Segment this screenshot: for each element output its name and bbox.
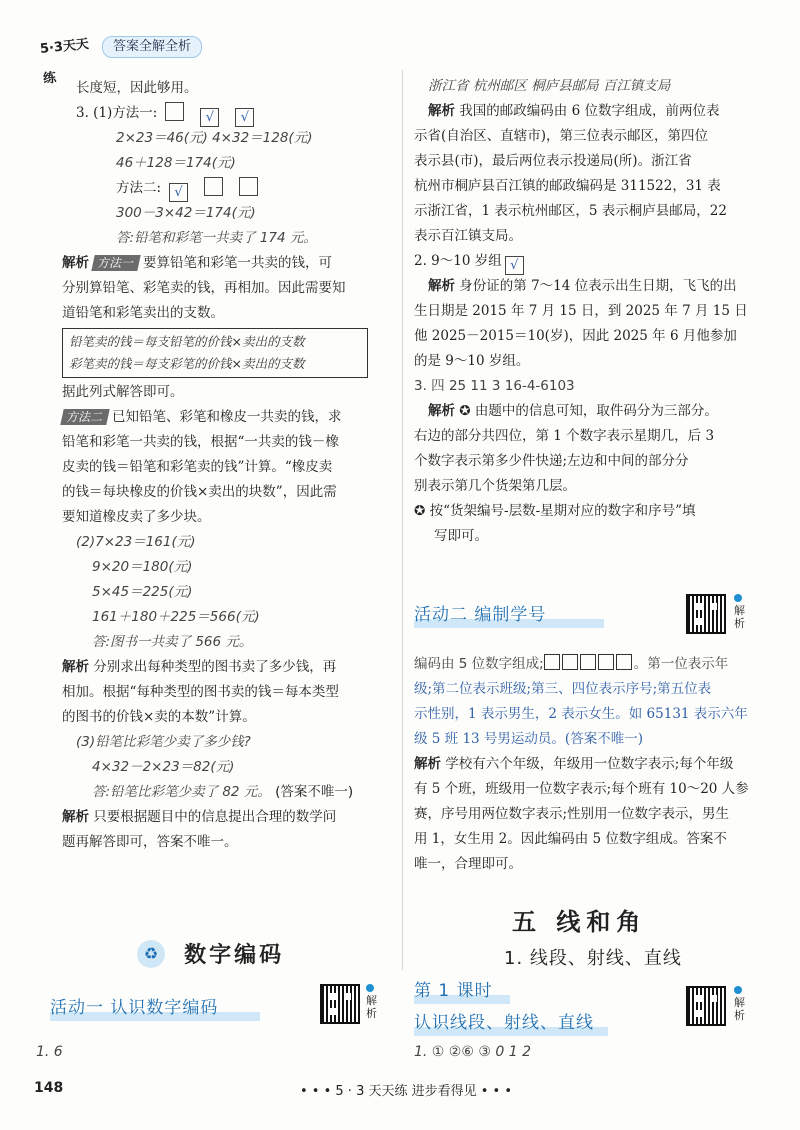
- analysis-method2: 方法二 已知铅笔、彩笔和橡皮一共卖的钱，求: [62, 405, 382, 430]
- answer: 答:铅笔和彩笔一共卖了 174 元。: [116, 230, 317, 246]
- text-line: 他 2025－2015＝10(岁)，因此 2025 年 6 月他参加: [414, 328, 737, 344]
- play-icon: [734, 986, 742, 994]
- q3-method1: 3. (1)方法一: √ √: [76, 101, 382, 126]
- checkbox-checked: √: [200, 108, 219, 127]
- section-title: 数字编码: [184, 943, 285, 968]
- recycle-icon: ♻: [137, 940, 165, 968]
- play-icon: [734, 594, 742, 602]
- checkbox-checked: √: [505, 256, 524, 275]
- lesson-title: 认识线段、射线、直线: [414, 1010, 608, 1036]
- page-number: 148: [34, 1080, 64, 1096]
- text-line: 个数字表示第多少件快递;左边和中间的部分分: [414, 453, 689, 469]
- lesson-label: 第 1 课时: [414, 978, 510, 1004]
- method2-tag: 方法二: [60, 409, 109, 425]
- text-line: 级 5 班 13 号男运动员。(答案不唯一): [414, 731, 643, 747]
- text-line: 相加。根据“每种类型的图书卖的钱＝每本类型: [62, 684, 339, 700]
- answer: 答:铅笔比彩笔少卖了 82 元。 (答案不唯一): [92, 784, 354, 800]
- text-line: 右边的部分共四位，第 1 个数字表示星期几，后 3: [414, 428, 715, 444]
- right-column: [414, 74, 760, 549]
- checkbox-checked: √: [169, 183, 188, 202]
- checkbox-empty: [204, 177, 223, 196]
- text-line: 皮卖的钱＝铅笔和彩笔卖的钱”计算。“橡皮卖: [62, 459, 333, 475]
- text-line: 的图书的价钱×卖的本数”计算。: [62, 709, 256, 725]
- text-line: 杭州市桐庐县百江镇的邮政编码是 311522，31 表: [414, 178, 721, 194]
- text-line: 长度短，因此够用。: [76, 80, 198, 96]
- qr-code-icon[interactable]: [686, 594, 726, 634]
- activity-2-heading: 活动二 编制学号: [414, 602, 604, 628]
- text-line: 别表示第几个货架第几层。: [414, 478, 576, 494]
- qr-code-icon[interactable]: [320, 984, 360, 1024]
- digit-box: [616, 654, 632, 670]
- text-line: 赛，序号用两位数字表示;性别用一位数字表示，男生: [414, 806, 730, 822]
- text-line: 唯一，合理即可。: [414, 856, 522, 872]
- equation: 161＋180＋225＝566(元): [92, 609, 260, 625]
- play-icon: [366, 984, 374, 992]
- text-line: ✪ 按“货架编号-层数-星期对应的数字和序号”填: [414, 503, 696, 519]
- formula-box: [62, 328, 368, 378]
- text-line: 示性别，1 表示男生，2 表示女生。如 65131 表示六年: [414, 706, 748, 722]
- text-line: 编码由 5 位数字组成; 。第一位表示年: [414, 656, 729, 672]
- equation: 4×32－2×23＝82(元): [92, 759, 235, 775]
- left-column: [62, 76, 382, 855]
- text-line: 级;第二位表示班级;第三、四位表示序号;第五位表: [414, 681, 712, 697]
- text-line: 用 1，女生用 2。因此编码由 5 位数字组成。答案不: [414, 831, 727, 847]
- answer-line: 1. ① ②⑥ ③ 0 1 2: [414, 1044, 531, 1060]
- equation: 9×20＝180(元): [92, 559, 193, 575]
- text-line: 写即可。: [434, 528, 488, 544]
- checkbox-checked: √: [235, 108, 254, 127]
- digit-box: [544, 654, 560, 670]
- question: (3)铅笔比彩笔少卖了多少钱?: [76, 734, 251, 750]
- chapter-title: 五 线和角: [512, 908, 647, 936]
- right-column-lower: [414, 652, 760, 877]
- footer-slogan: • • • 5 · 3 天天练 进步看得见 • • •: [300, 1084, 513, 1099]
- checkbox-empty: [165, 102, 184, 121]
- text-line: 题再解答即可，答案不唯一。: [62, 834, 238, 850]
- activity-1-heading: 活动一 认识数字编码: [50, 995, 260, 1021]
- text-line: 表示百江镇支局。: [414, 228, 522, 244]
- postal-code-parts: 浙江省 杭州邮区 桐庐县邮局 百江镇支局: [428, 78, 671, 94]
- header-tag: 答案全解全析: [102, 36, 202, 58]
- text-line: 生日期是 2015 年 7 月 15 日，到 2025 年 7 月 15 日: [414, 303, 748, 319]
- formula-line: 彩笔卖的钱＝每支彩笔的价钱×卖出的支数: [69, 356, 305, 371]
- plus-circle-icon: ✪: [459, 403, 471, 419]
- answer-line: 1. 6: [36, 1044, 63, 1060]
- text-line: 铅笔和彩笔一共卖的钱，根据“一共卖的钱－橡: [62, 434, 339, 450]
- text-line: 要知道橡皮卖了多少块。: [62, 509, 211, 525]
- text-line: 据此列式解答即可。: [62, 384, 184, 400]
- analysis: 解析 分别求出每种类型的图书卖了多少钱，再: [62, 659, 337, 675]
- analysis: 解析 ✪ 由题中的信息可知，取件码分为三部分。: [428, 403, 718, 419]
- analysis: 解析 只要根据题目中的信息提出合理的数学问: [62, 809, 337, 825]
- text-line: 的钱＝每块橡皮的价钱×卖出的块数”，因此需: [62, 484, 337, 500]
- equation: 46＋128＝174(元): [116, 155, 236, 171]
- qr-code-icon[interactable]: [686, 986, 726, 1026]
- subchapter-title: 1. 线段、射线、直线: [504, 948, 682, 969]
- analysis-method1: 解析 方法一 要算铅笔和彩笔一共卖的钱，可: [62, 255, 333, 271]
- q3-answer: 3. 四 25 11 3 16-4-6103: [414, 378, 575, 394]
- equation: 5×45＝225(元): [92, 584, 193, 600]
- analysis: 解析 身份证的第 7～14 位表示出生日期，飞飞的出: [428, 278, 737, 294]
- text-line: 表示县(市)，最后两位表示投递局(所)。浙江省: [414, 153, 692, 169]
- text-line: 分别算铅笔、彩笔卖的钱，再相加。因此需要知: [62, 280, 346, 296]
- equation: (2)7×23＝161(元): [76, 534, 196, 550]
- text-line: 的是 9～10 岁组。: [414, 353, 530, 369]
- equation: 300－3×42＝174(元): [116, 205, 256, 221]
- digit-box: [598, 654, 614, 670]
- q3-method2: 方法二: √: [116, 176, 382, 201]
- text-line: 示浙江省，1 表示杭州邮区，5 表示桐庐县邮局，22: [414, 203, 727, 219]
- header: [39, 30, 240, 87]
- equation: 2×23＝46(元) 4×32＝128(元): [116, 130, 313, 146]
- formula-line: 铅笔卖的钱＝每支铅笔的价钱×卖出的支数: [69, 334, 305, 349]
- q2: 2. 9～10 岁组 √: [414, 249, 760, 274]
- qr-label: 解析: [734, 594, 748, 630]
- text-line: 有 5 个班，班级用一位数字表示;每个班有 10～20 人参: [414, 781, 749, 797]
- answer: 答:图书一共卖了 566 元。: [92, 634, 253, 650]
- analysis: 解析 学校有六个年级，年级用一位数字表示;每个年级: [414, 756, 734, 772]
- digit-box: [580, 654, 596, 670]
- plus-circle-icon: ✪: [414, 503, 426, 519]
- qr-label: 解析: [734, 986, 748, 1022]
- section-heading: [137, 938, 284, 970]
- brand-logo: 5·3天天练: [39, 36, 90, 87]
- method1-tag: 方法一: [91, 255, 140, 271]
- column-divider: [402, 70, 403, 970]
- qr-label: 解析: [366, 984, 380, 1020]
- analysis: 解析 我国的邮政编码由 6 位数字组成，前两位表: [428, 103, 720, 119]
- checkbox-empty: [239, 177, 258, 196]
- text-line: 道铅笔和彩笔卖出的支数。: [62, 305, 224, 321]
- text-line: 示省(自治区、直辖市)，第三位表示邮区，第四位: [414, 128, 709, 144]
- digit-box: [562, 654, 578, 670]
